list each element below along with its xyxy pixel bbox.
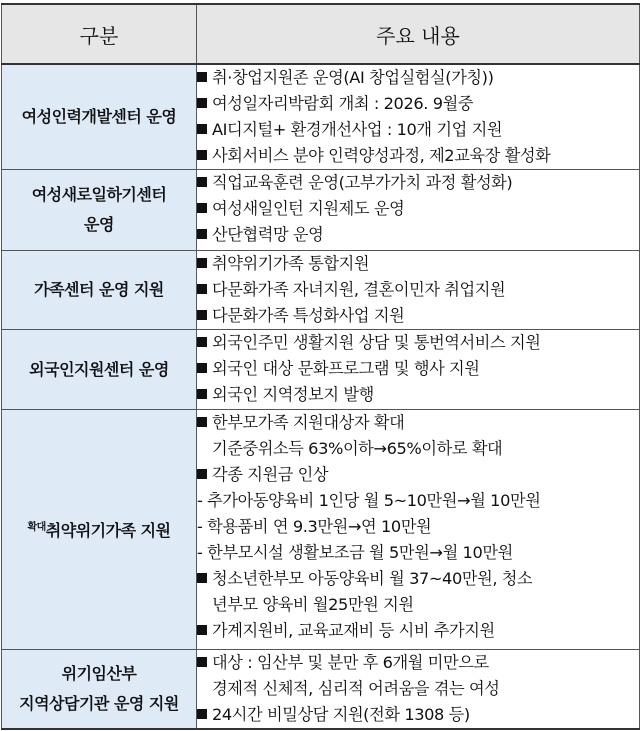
- list-item: 경제적 신체적, 심리적 어려움을 겪는 여성: [212, 679, 500, 698]
- list-item: 사회서비스 분야 인력양성과정, 제2교육장 활성화: [197, 143, 639, 169]
- bullet-square-icon: [197, 284, 207, 294]
- list-item: 취약위기가족 통합지원: [197, 251, 639, 277]
- list-item: 다문화가족 특성화사업 지원: [197, 303, 639, 329]
- list-item: - 추가아동양육비 1인당 월 5~10만원→월 10만원: [197, 491, 541, 510]
- table-row: [2, 330, 640, 410]
- row-category: [2, 251, 197, 330]
- bullet-square-icon: [197, 389, 207, 399]
- list-item: 외국인주민 생활지원 상담 및 통번역서비스 지원: [197, 330, 639, 356]
- bullet-square-icon: [197, 625, 207, 635]
- bullet-square-icon: [197, 417, 207, 427]
- table-header-row: [2, 4, 640, 64]
- row-category: [2, 64, 197, 170]
- category-label: 취약위기가족 지원: [45, 521, 171, 540]
- bullet-square-icon: [197, 258, 207, 268]
- bullet-square-icon: [197, 72, 207, 82]
- bullet-square-icon: [197, 229, 207, 239]
- policy-table: [1, 3, 640, 730]
- row-content: [197, 251, 640, 330]
- category-label: 가족센터 운영 지원: [34, 280, 164, 299]
- list-item: 기준중위소득 63%이하→65%이하로 확대: [212, 439, 503, 458]
- category-label: 여성인력개발센터 운영: [21, 107, 177, 126]
- bullet-square-icon: [197, 150, 207, 160]
- row-category: [2, 410, 197, 650]
- row-content: [197, 64, 640, 170]
- bullet-square-icon: [197, 363, 207, 373]
- row-content: [197, 410, 640, 650]
- row-content: [197, 650, 640, 730]
- list-item: 외국인 대상 문화프로그램 및 행사 지원: [197, 356, 639, 382]
- row-content: [197, 330, 640, 410]
- bullet-square-icon: [197, 310, 207, 320]
- bullet-square-icon: [197, 98, 207, 108]
- list-item: 외국인 지역정보지 발행: [197, 382, 639, 408]
- row-category: 여성새로일하기센터 운영: [2, 170, 197, 251]
- bullet-square-icon: [197, 177, 207, 187]
- list-item: 취·창업지원존 운영(AI 창업실험실(가칭)): [197, 65, 639, 91]
- list-item: 산단협력망 운영: [197, 222, 639, 248]
- table-row: [2, 251, 640, 330]
- category-label: 외국인지원센터 운영: [29, 359, 169, 379]
- list-item: 한부모가족 지원대상자 확대: [197, 410, 639, 436]
- row-category: [2, 330, 197, 410]
- bullet-square-icon: [197, 124, 207, 134]
- bullet-square-icon: [197, 337, 207, 347]
- list-item: 대상 : 임산부 및 분만 후 6개월 미만으로: [197, 650, 639, 676]
- list-item: 24시간 비밀상담 지원(전화 1308 등): [197, 702, 639, 728]
- list-item: 년부모 양육비 월25만원 지원: [212, 595, 414, 614]
- bullet-square-icon: [197, 657, 207, 667]
- table-row: [2, 64, 640, 170]
- list-item: AI디지털+ 환경개선사업 : 10개 기업 지원: [197, 117, 639, 143]
- list-item: 여성일자리박람회 개최 : 2026. 9월중: [197, 91, 639, 117]
- header-content: 주요 내용: [197, 4, 640, 64]
- bullet-square-icon: [197, 709, 207, 719]
- list-item: - 학용품비 연 9.3만원→연 10만원: [197, 517, 432, 536]
- row-category: 위기임산부 지역상담기관 운영 지원: [2, 650, 197, 730]
- list-item: 각종 지원금 인상: [197, 462, 639, 488]
- list-item: 여성새일인턴 지원제도 운영: [197, 196, 639, 222]
- list-item: - 한부모시설 생활보조금 월 5만원→월 10만원: [197, 543, 513, 562]
- table-row: [2, 650, 640, 730]
- table-row: [2, 170, 640, 251]
- expand-badge: 확대: [27, 522, 46, 533]
- bullet-square-icon: [197, 203, 207, 213]
- list-item: 청소년한부모 아동양육비 월 37~40만원, 청소: [197, 566, 639, 592]
- table-row: [2, 410, 640, 650]
- list-item: 직업교육훈련 운영(고부가가치 과정 활성화): [197, 170, 639, 196]
- list-item: 다문화가족 자녀지원, 결혼이민자 취업지원: [197, 277, 639, 303]
- bullet-square-icon: [197, 469, 207, 479]
- list-item: 가계지원비, 교육교재비 등 시비 추가지원: [197, 618, 639, 644]
- row-content: [197, 170, 640, 251]
- header-category: 구분: [2, 4, 197, 64]
- bullet-square-icon: [197, 573, 207, 583]
